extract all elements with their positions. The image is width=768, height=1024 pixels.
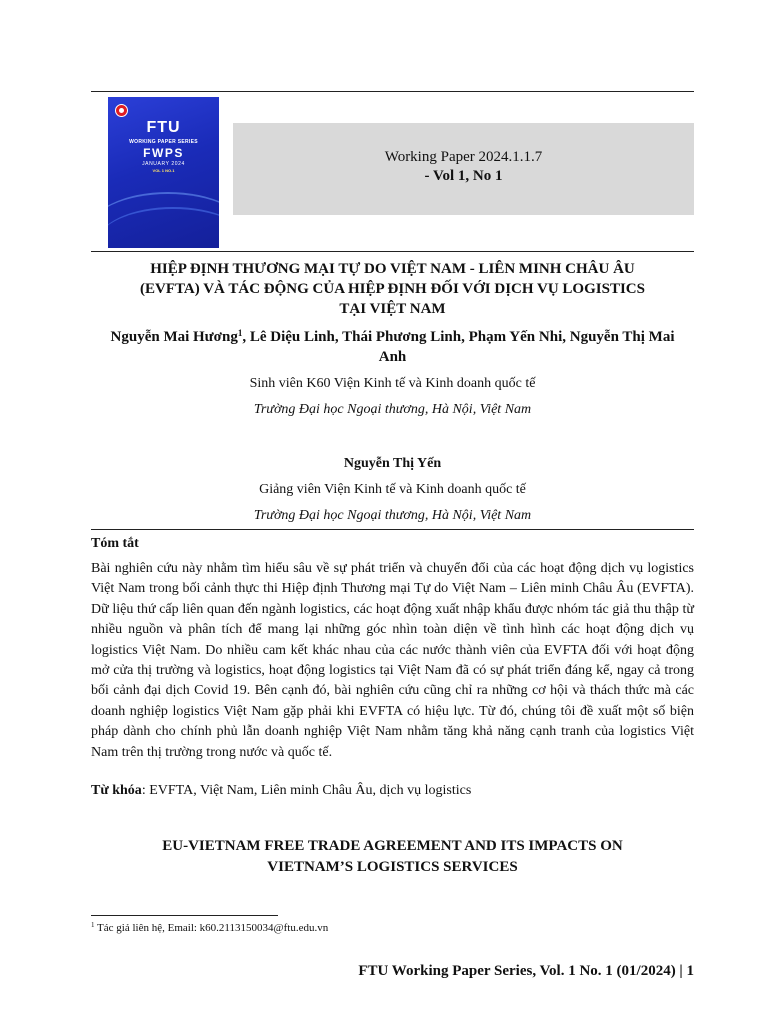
abstract-heading: Tóm tắt <box>91 536 139 551</box>
page-footer: FTU Working Paper Series, Vol. 1 No. 1 (01/2024) | 1 <box>358 963 694 979</box>
working-paper-volume: - Vol 1, No 1 <box>424 168 503 184</box>
author-list-line-2: Anh <box>378 349 407 365</box>
english-title-line-1: EU-VIETNAM FREE TRADE AGREEMENT AND ITS IMPACTS ON <box>162 838 623 854</box>
english-title <box>91 836 694 878</box>
cover-code: FWPS <box>143 146 184 160</box>
university-seal-icon <box>115 104 128 117</box>
journal-cover-image <box>108 97 219 248</box>
author-corresponding: Nguyễn Mai Hương <box>110 329 238 345</box>
footnote <box>91 922 328 934</box>
footnote-rule <box>91 915 278 916</box>
paper-title-line-3: TẠI VIỆT NAM <box>339 301 446 317</box>
author-list-line-1: , Lê Diệu Linh, Thái Phương Linh, Phạm Yến Nhi, Nguyễn Thị Mai <box>242 329 675 345</box>
paper-title-line-2: (EVFTA) VÀ TÁC ĐỘNG CỦA HIỆP ĐỊNH ĐỐI VỚI DỊCH VỤ LOGISTICS <box>140 281 645 297</box>
lecturer-school: Trường Đại học Ngoại thương, Hà Nội, Việt Nam <box>253 508 532 523</box>
cover-date: JANUARY 2024 <box>142 161 185 167</box>
working-paper-number: Working Paper 2024.1.1.7 <box>384 149 543 165</box>
footnote-mark: 1 <box>91 921 95 929</box>
lecturer-name: Nguyễn Thị Yến <box>343 456 442 471</box>
english-title-line-2: VIETNAM’S LOGISTICS SERVICES <box>267 859 518 875</box>
abstract-body: Bài nghiên cứu này nhằm tìm hiểu sâu về sự phát triển và chuyển đổi của các hoạt động dịch vụ logistics Việt Nam trong bối cảnh thực thi Hiệp định Thương mại Tự do Việt Nam – Liên minh Châu Âu (EVFTA). Dữ liệu thứ cấp liên quan đến ngành logistics, các hoạt động xuất nhập khẩu được nhóm tác giả thu thập từ nhiều nguồn và phân tích để mang lại những góc nhìn toàn diện về tình hình các hoạt động dịch vụ logistics Việt Nam. Do nhiều cam kết khác nhau của các nước thành viên của EVFTA đối với hoạt động mở cửa thị trường và logistics, hoạt động logistics tại Việt Nam đã có sự phát triển đáng kể, ngay cả trong bối cảnh đại dịch Covid 19. Bên cạnh đó, bài nghiên cứu cũng chỉ ra những cơ hội và thách thức mà các doanh nghiệp logistics Việt Nam gặp phải khi EVFTA có hiệu lực. Từ đó, chúng tôi đề xuất một số biện pháp dành cho chính phủ lẫn doanh nghiệp Việt Nam nhằm tăng khả năng cạnh tranh của logistics Việt Nam trên thị trường trong nước và quốc tế. <box>91 561 694 760</box>
working-paper-box <box>233 123 694 215</box>
cover-vol: VOL 1 NO.1 <box>152 168 175 173</box>
student-school: Trường Đại học Ngoại thương, Hà Nội, Việt Nam <box>253 402 532 417</box>
keywords-label: Từ khóa <box>91 783 142 798</box>
cover-brand: FTU <box>146 119 181 136</box>
author-list <box>91 327 694 367</box>
top-rule <box>91 91 694 92</box>
lecturer-affiliation: Giảng viên Viện Kinh tế và Kinh doanh quốc tế <box>259 482 526 497</box>
paper-title <box>91 259 694 319</box>
student-affiliation: Sinh viên K60 Viện Kinh tế và Kinh doanh quốc tế <box>249 376 536 391</box>
cover-series: WORKING PAPER SERIES <box>129 139 198 145</box>
header-bottom-rule <box>91 251 694 252</box>
keywords <box>91 783 471 799</box>
paper-title-line-1: HIỆP ĐỊNH THƯƠNG MẠI TỰ DO VIỆT NAM - LIÊN MINH CHÂU ÂU <box>150 261 635 277</box>
abstract-top-rule <box>91 529 694 530</box>
keywords-value: : EVFTA, Việt Nam, Liên minh Châu Âu, dịch vụ logistics <box>141 783 472 798</box>
footnote-marker[interactable]: 1 <box>237 328 243 338</box>
footnote-text: Tác giả liên hệ, Email: k60.2113150034@ftu.edu.vn <box>94 922 329 934</box>
